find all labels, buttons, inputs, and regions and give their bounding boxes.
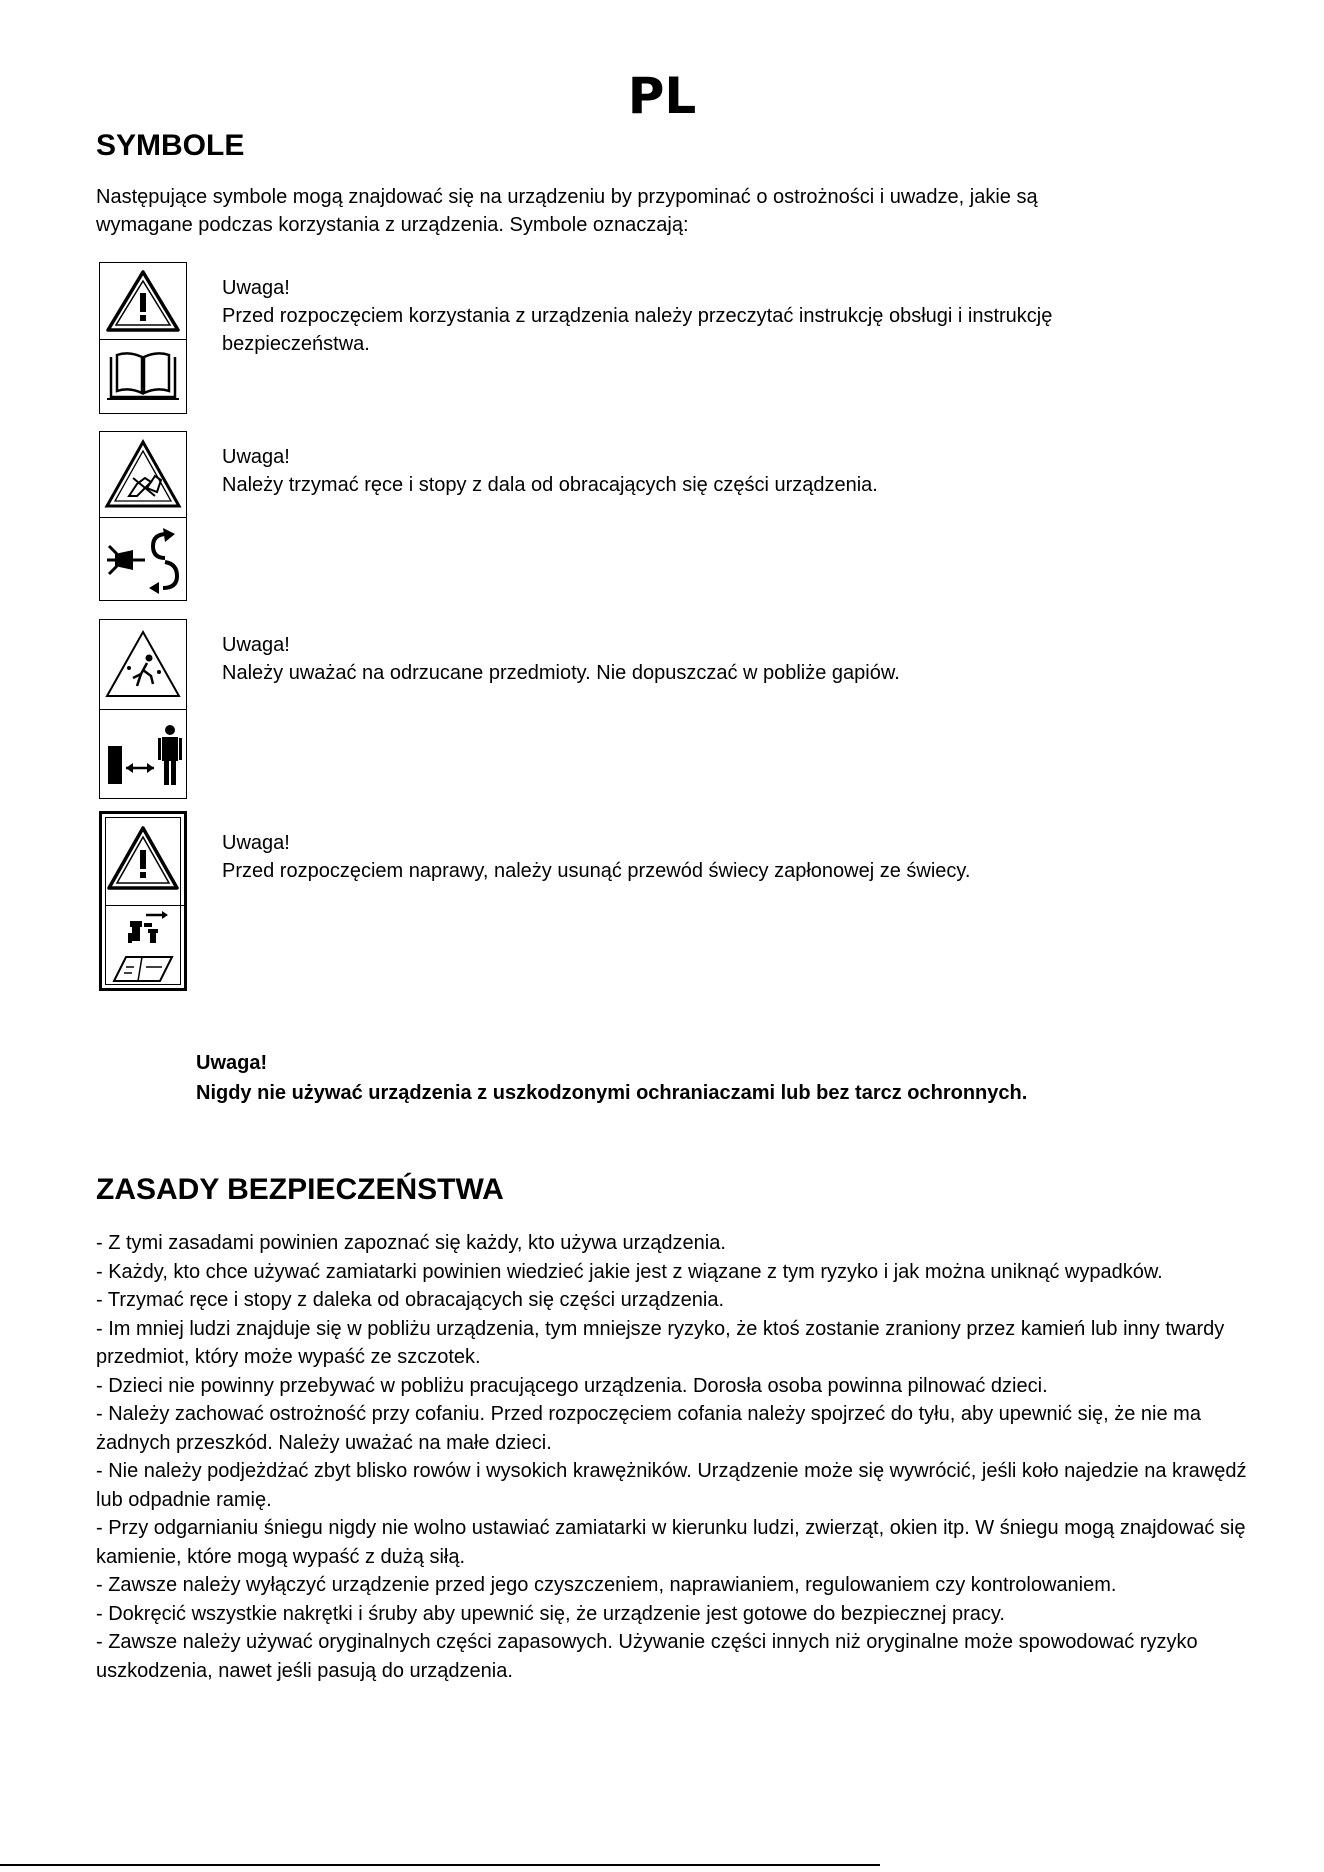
symbol-box-thrown-objects xyxy=(99,619,187,799)
safety-rule: - Z tymi zasadami powinien zapoznać się każdy, kto używa urządzenia. xyxy=(96,1232,726,1254)
safety-heading: ZASADY BEZPIECZEŃSTWA xyxy=(96,1173,504,1206)
warning-title: Uwaga! xyxy=(196,1052,268,1074)
language-code: PL xyxy=(627,67,697,125)
guard-warning xyxy=(196,1048,1276,1108)
rotating-parts-icon xyxy=(100,518,186,600)
safety-rule: - Zawsze należy wyłączyć urządzenie przed jego czyszczeniem, naprawianiem, regulowaniem czy kontrolowaniem. xyxy=(96,1574,1117,1596)
warning-exclamation-icon xyxy=(102,814,184,902)
safety-rule: - Nie należy podjeżdżać zbyt blisko rowów i wysokich krawężników. Urządzenie może się wywrócić, jeśli koło najedzie na krawędź lub odpadnie ramię. xyxy=(96,1460,1247,1511)
symbol-title: Uwaga! xyxy=(222,832,290,854)
symbols-intro xyxy=(96,183,1266,239)
intro-line: wymagane podczas korzystania z urządzenia. Symbole oznaczają: xyxy=(96,214,689,236)
symbol-title: Uwaga! xyxy=(222,634,290,656)
warning-thrown-objects-icon xyxy=(100,620,186,708)
safety-rule: - Dokręcić wszystkie nakrętki i śruby aby upewnić się, że urządzenie jest gotowe do bezpiecznej pracy. xyxy=(96,1602,1005,1625)
symbols-heading: SYMBOLE xyxy=(96,129,245,162)
symbol-title: Uwaga! xyxy=(222,446,290,468)
spark-plug-manual-icon xyxy=(102,906,184,990)
manual-book-icon xyxy=(100,340,186,413)
safety-rule: - Trzymać ręce i stopy z daleka od obracających się części urządzenia. xyxy=(96,1289,725,1311)
keep-distance-icon xyxy=(100,710,186,798)
symbol-box-read-manual xyxy=(99,262,187,414)
symbol-text-read-manual xyxy=(222,274,1262,358)
safety-rule: - Każdy, kto chce używać zamiatarki powinien wiedzieć jakie jest z wiązane z tym ryzyko i jak można uniknąć wypadków. xyxy=(96,1260,1163,1283)
symbol-box-rotating-parts xyxy=(99,431,187,601)
safety-rule: - Należy zachować ostrożność przy cofaniu. Przed rozpoczęciem cofania należy spojrzeć do tyłu, aby upewnić się, że nie ma żadnych przeszkód. Należy uważać na małe dzieci. xyxy=(96,1403,1201,1454)
symbol-title: Uwaga! xyxy=(222,277,290,299)
warning-exclamation-icon xyxy=(100,263,186,338)
footer-divider xyxy=(0,1864,880,1866)
symbol-text-spark-plug xyxy=(222,829,1262,885)
intro-line: Następujące symbole mogą znajdować się na urządzeniu by przypominać o ostrożności i uwadze, jakie są xyxy=(96,186,1038,208)
symbol-line: bezpieczeństwa. xyxy=(222,333,370,355)
safety-rule: - Dzieci nie powinny przebywać w pobliżu pracującego urządzenia. Dorosła osoba powinna pilnować dzieci. xyxy=(96,1374,1048,1397)
safety-rule: - Przy odgarnianiu śniegu nigdy nie wolno ustawiać zamiatarki w kierunku ludzi, zwierząt, okien itp. W śniegu mogą znajdować się kamienie, które mogą wypaść z dużą siłą. xyxy=(96,1517,1246,1568)
symbol-box-spark-plug xyxy=(99,811,187,991)
symbol-line: Przed rozpoczęciem korzystania z urządzenia należy przeczytać instrukcję obsługi i instrukcję xyxy=(222,305,1053,327)
safety-rules-list xyxy=(96,1229,1268,1685)
warning-text: Nigdy nie używać urządzenia z uszkodzonymi ochraniaczami lub bez tarcz ochronnych. xyxy=(196,1082,1028,1104)
safety-rule: - Im mniej ludzi znajduje się w pobliżu urządzenia, tym mniejsze ryzyko, że ktoś zostanie zraniony przez kamień lub inny twardy przedmiot, który może wypaść ze szczotek. xyxy=(96,1317,1225,1368)
symbol-line: Należy trzymać ręce i stopy z dala od obracających się części urządzenia. xyxy=(222,474,878,496)
symbol-line: Należy uważać na odrzucane przedmioty. Nie dopuszczać w pobliże gapiów. xyxy=(222,662,900,684)
symbol-text-rotating-parts xyxy=(222,443,1262,499)
symbol-text-thrown-objects xyxy=(222,631,1262,687)
safety-rule: - Zawsze należy używać oryginalnych części zapasowych. Używanie części innych niż oryginalne może spowodować ryzyko uszkodzenia, nawet jeśli pasują do urządzenia. xyxy=(96,1631,1198,1682)
warning-hand-foot-icon xyxy=(100,432,186,516)
symbol-line: Przed rozpoczęciem naprawy, należy usunąć przewód świecy zapłonowej ze świecy. xyxy=(222,860,971,882)
